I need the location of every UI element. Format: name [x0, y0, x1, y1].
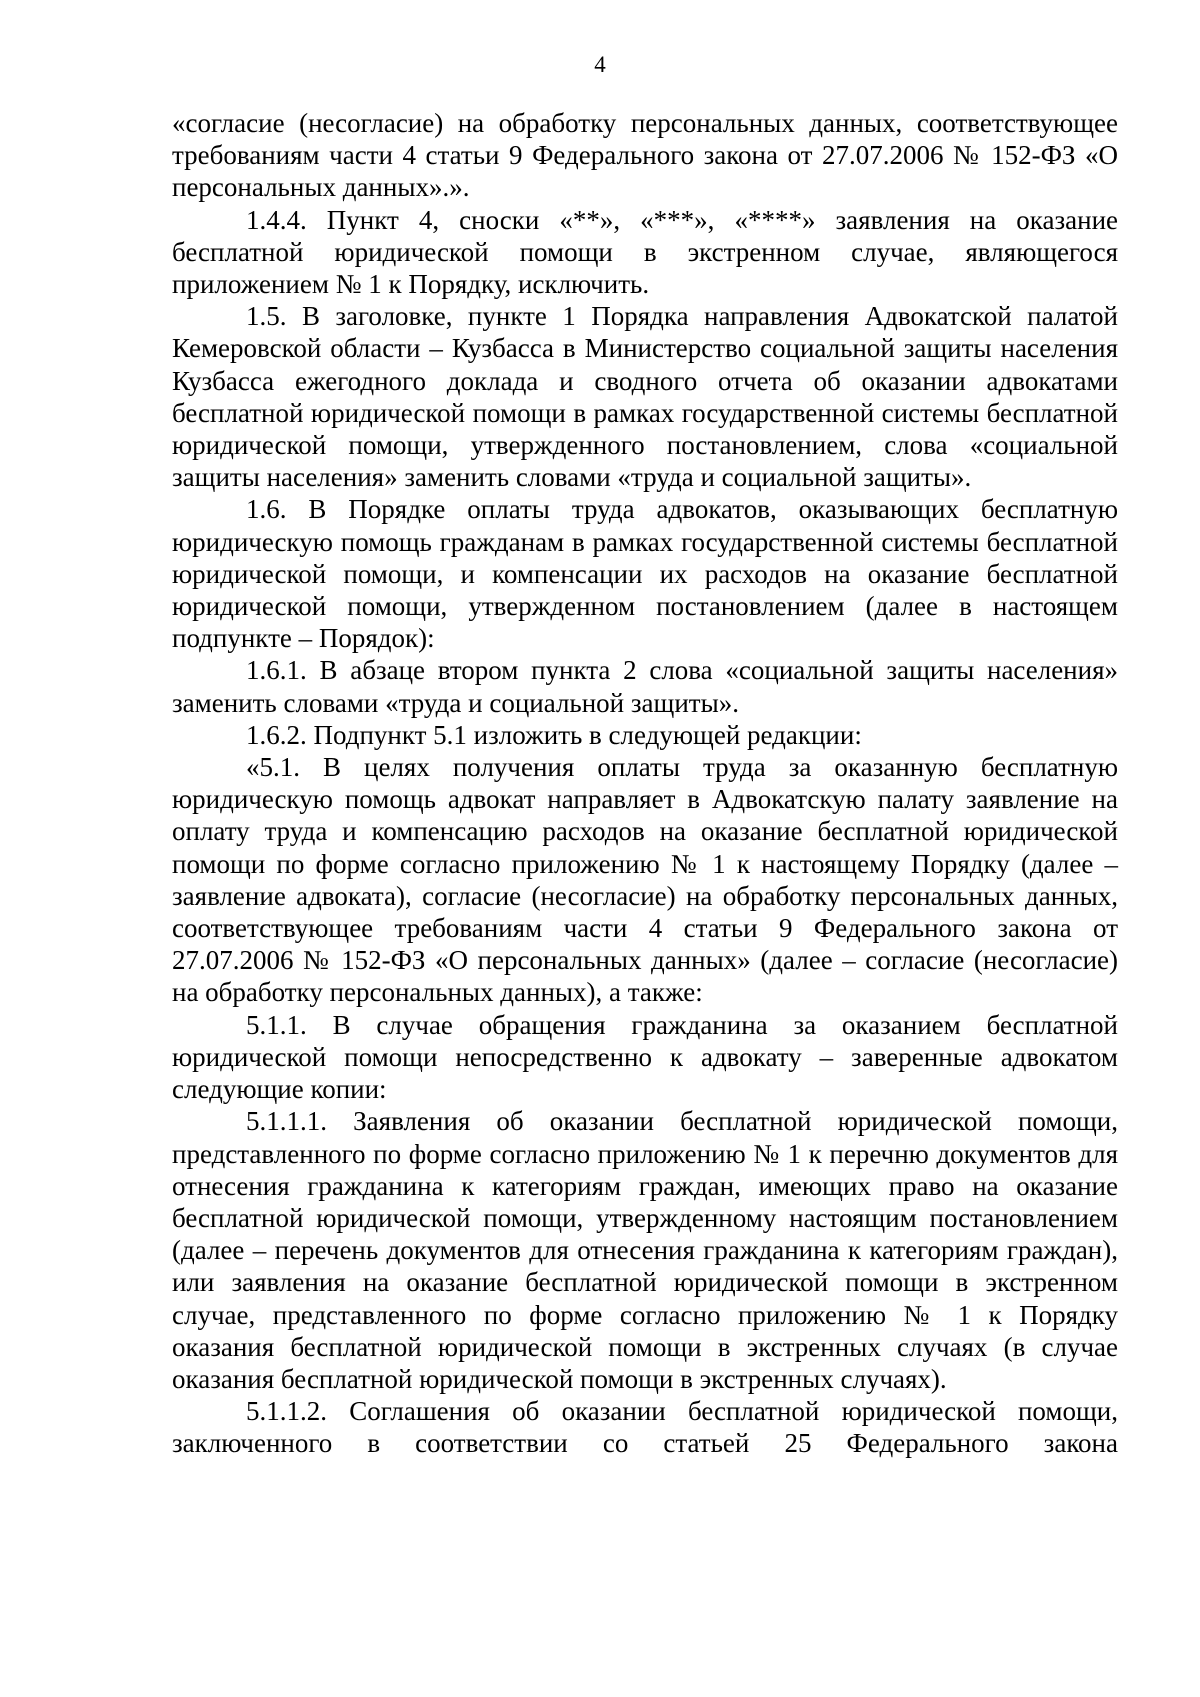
page-number: 4 [594, 52, 606, 77]
paragraph-1-6-2: 1.6.2. Подпункт 5.1 изложить в следующей редакции: [246, 719, 862, 750]
document-body [172, 107, 1118, 1460]
paragraph-1-6-1: 1.6.1. В абзаце втором пункта 2 слова «социальной защиты населения» заменить словами «труда и социальной защиты». [172, 655, 1118, 718]
paragraph-5-1: «5.1. В целях получения оплаты труда за оказанную бесплатную юридическую помощь адвокат направляет в Адвокатскую палату заявление на оплату труда и компенсацию расходов на оказание бесплатной юридической помощи по форме согласно приложению № 1 к настоящему Порядку (далее – заявление адвоката), согласие (несогласие) на обработку персональных данных, соответствующее требованиям части 4 статьи 9 Федерального закона от 27.07.2006 № 152-ФЗ «О персональных данных» (далее – согласие (несогласие) на обработку персональных данных), а также: [172, 752, 1118, 1008]
paragraph-1-5: 1.5. В заголовке, пункте 1 Порядка направления Адвокатской палатой Кемеровской области – Кузбасса в Министерство социальной защиты населения Кузбасса ежегодного доклада и сводного отчета об оказании адвокатами бесплатной юридической помощи в рамках государственной системы бесплатной юридической помощи, утвержденного постановлением, слова «социальной защиты населения» заменить словами «труда и социальной защиты». [172, 301, 1118, 493]
paragraph-1-6: 1.6. В Порядке оплаты труда адвокатов, оказывающих бесплатную юридическую помощь гражданам в рамках государственной системы бесплатной юридической помощи, и компенсации их расходов на оказание бесплатной юридической помощи, утвержденном постановлением (далее в настоящем подпункте – Порядок): [172, 494, 1118, 654]
paragraph-5-1-1: 5.1.1. В случае обращения гражданина за оказанием бесплатной юридической помощи непосредственно к адвокату – заверенные адвокатом следующие копии: [172, 1009, 1118, 1105]
paragraph-1-4-4: 1.4.4. Пункт 4, сноски «**», «***», «****» заявления на оказание бесплатной юридической помощи в экстренном случае, являющегося приложением № 1 к Порядку, исключить. [172, 204, 1118, 300]
paragraph-5-1-1-1: 5.1.1.1. Заявления об оказании бесплатной юридической помощи, представленного по форме согласно приложению № 1 к перечню документов для отнесения гражданина к категориям граждан, имеющих право на оказание бесплатной юридической помощи, утвержденному настоящим постановлением (далее – перечень документов для отнесения гражданина к категориям граждан), или заявления на оказание бесплатной юридической помощи в экстренном случае, представленного по форме согласно приложению № 1 к Порядку оказания бесплатной юридической помощи в экстренных случаях (в случае оказания бесплатной юридической помощи в экстренных случаях). [172, 1106, 1118, 1394]
paragraph-5-1-1-2: 5.1.1.2. Соглашения об оказании бесплатной юридической помощи, заключенного в соответствии со статьей 25 Федерального закона [172, 1396, 1118, 1459]
paragraph-consent-continuation: «согласие (несогласие) на обработку персональных данных, соответствующее требованиям части 4 статьи 9 Федерального закона от 27.07.2006 № 152-ФЗ «О персональных данных».». [172, 108, 1118, 203]
